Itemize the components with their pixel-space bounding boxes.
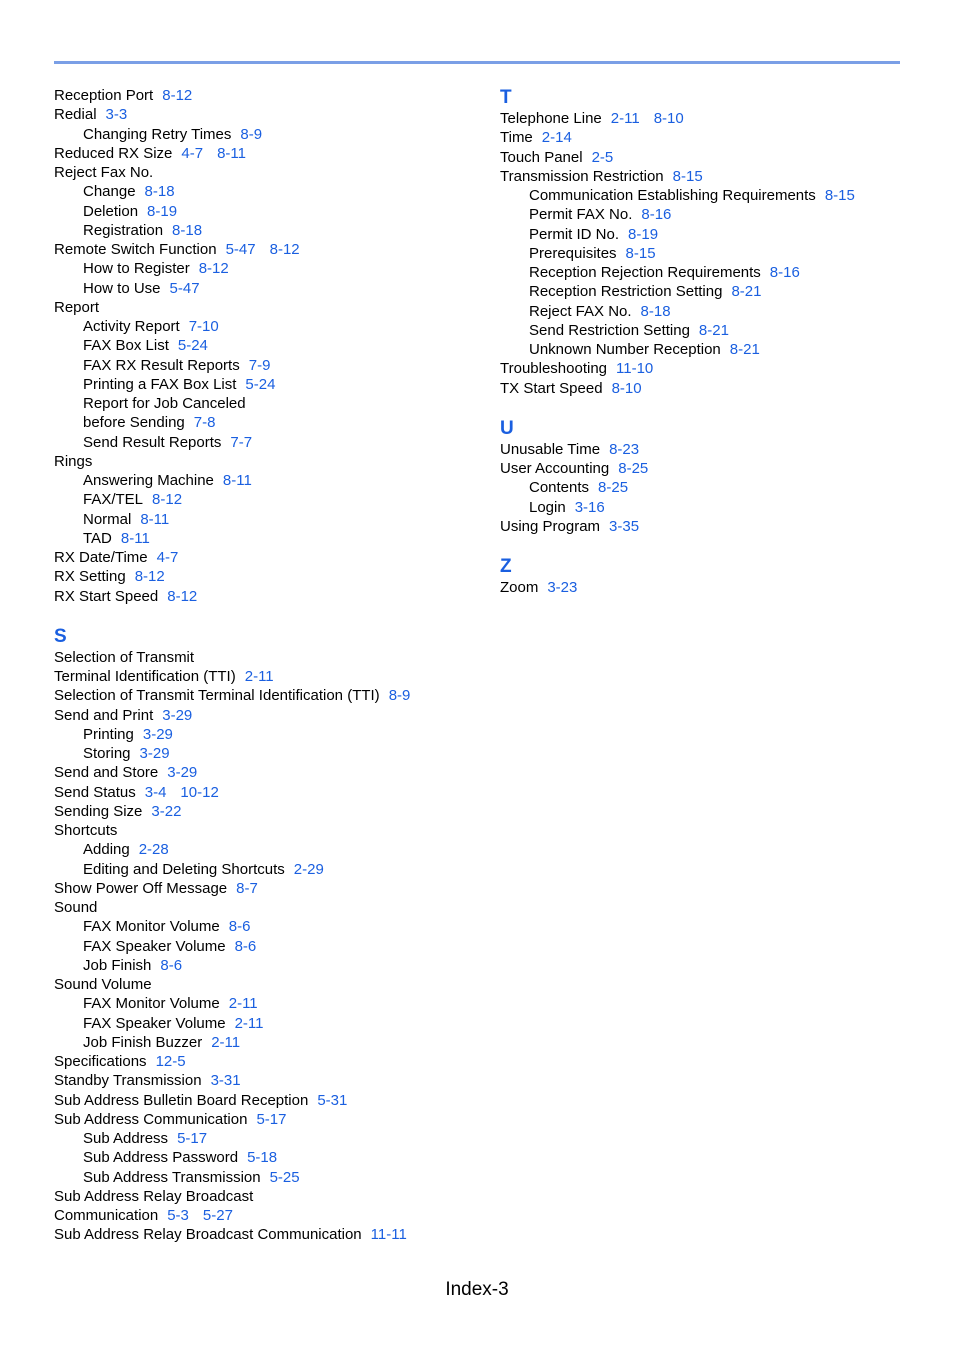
page-reference-link[interactable]: 10-12 [180,783,219,801]
index-subentry [54,221,484,240]
page-reference-link[interactable]: 8-19 [628,225,659,243]
entry-term: Using Program [500,517,601,535]
index-subentry [54,917,484,936]
page-reference-link[interactable]: 3-29 [139,745,170,762]
index-entry [54,1071,484,1090]
page-reference-link[interactable]: 11-10 [616,360,654,378]
page-reference-link[interactable]: 8-23 [609,440,640,458]
entry-term: Sub Address Bulletin Board Reception [54,1091,309,1109]
index-subentry [54,413,484,432]
entry-term: Change [83,183,136,201]
entry-term: Terminal Identification (TTI) [54,668,236,685]
index-entry [54,648,484,667]
page-reference-link[interactable]: 2-14 [541,129,572,147]
entry-term: Deletion [83,202,139,220]
page-reference-link[interactable]: 8-15 [625,244,656,262]
page-reference-link[interactable]: 2-29 [293,860,324,878]
index-entry [500,167,920,186]
entry-term: Reception Restriction Setting [529,283,723,301]
index-subentry [54,356,484,375]
entry-term: FAX Speaker Volume [83,1014,226,1032]
page-reference-link[interactable]: 7-10 [188,318,219,335]
index-entry [54,898,484,917]
index-subentry [54,510,484,529]
page-reference-link[interactable]: 8-18 [172,221,203,239]
section-gap [500,398,920,417]
entry-term: Changing Retry Times [83,125,232,143]
entry-term: RX Start Speed [54,587,159,605]
page-reference-link[interactable]: 8-15 [824,187,855,204]
entry-term: Troubleshooting [500,360,608,378]
entry-term: Prerequisites [529,244,617,262]
entry-term: Answering Machine [83,472,214,489]
index-entry [54,1052,484,1071]
page-reference-link[interactable]: 8-10 [611,379,642,397]
index-subentry [54,490,484,509]
entry-term: Unusable Time [500,440,601,458]
page-reference-link[interactable]: 7-9 [248,356,271,374]
entry-term: Sub Address Communication [54,1110,248,1128]
index-subentry [54,259,484,278]
entry-term: FAX RX Result Reports [83,356,240,374]
index-subentry [54,994,484,1013]
index-entry [54,821,484,840]
entry-term: Reduced RX Size [54,144,173,162]
index-subentry [54,744,484,763]
index-entry [54,1225,484,1244]
page-reference-link[interactable]: 2-11 [610,110,640,127]
index-subentry [54,956,484,975]
entry-term: Telephone Line [500,110,602,127]
section-gap [500,536,920,555]
entry-term: How to Use [83,279,161,297]
entry-term: Report [54,298,100,316]
index-subentry [500,205,920,224]
index-entry [500,128,920,147]
index-subentry [500,302,920,321]
entry-term: Job Finish Buzzer [83,1033,203,1051]
index-entry [54,763,484,782]
page-reference-link[interactable]: 8-11 [120,529,150,547]
page-reference-link[interactable]: 8-6 [228,918,251,936]
entry-term: Sub Address Relay Broadcast Communication [54,1226,362,1244]
index-entry [54,298,484,317]
index-subentry [54,182,484,201]
page-reference-link[interactable]: 3-35 [609,517,640,535]
entry-term: FAX Monitor Volume [83,918,220,936]
page-reference-link[interactable]: 5-47 [225,241,256,258]
index-entry [54,567,484,586]
index-subentry [54,433,484,452]
entry-term: Show Power Off Message [54,879,228,897]
entry-term: Communication [54,1207,159,1224]
entry-term: FAX Monitor Volume [83,995,220,1013]
index-entry [500,109,920,128]
entry-term: Printing [83,725,134,743]
entry-term: TX Start Speed [500,379,603,397]
page-reference-link[interactable]: 5-47 [169,279,200,297]
page-reference-link[interactable]: 8-21 [731,283,762,301]
entry-term: Registration [83,221,164,239]
page-reference-link[interactable]: 8-12 [162,87,193,104]
index-subentry [54,471,484,490]
page-reference-link[interactable]: 2-11 [211,1033,241,1051]
page-reference-link[interactable]: 8-12 [198,260,229,278]
page-reference-link[interactable]: 2-28 [138,841,169,859]
page-reference-link[interactable]: 3-23 [547,579,578,596]
page-reference-link[interactable]: 3-3 [105,106,128,124]
index-column-left [54,86,484,1245]
entry-term: Send Restriction Setting [529,321,690,339]
page-reference-link[interactable]: 5-17 [177,1130,208,1147]
entry-term: Reception Port [54,87,154,104]
index-entry [54,686,484,705]
page-reference-link[interactable]: 2-11 [228,995,258,1013]
index-entry [54,975,484,994]
page-reference-link[interactable]: 5-24 [177,337,208,355]
page-reference-link[interactable]: 8-12 [134,568,165,586]
entry-term: Touch Panel [500,148,583,166]
page-reference-link[interactable]: 3-16 [574,498,605,516]
entry-term: How to Register [83,260,190,278]
entry-term: Send Status [54,783,136,801]
index-entry [500,578,920,597]
index-entry [500,459,920,478]
index-entry [500,359,920,378]
index-entry [500,517,920,536]
index-subentry [500,321,920,340]
index-entry [54,879,484,898]
index-subentry [500,186,920,205]
index-subentry [54,1168,484,1187]
entry-term: Adding [83,841,130,859]
page-reference-link[interactable]: 5-31 [317,1091,348,1109]
entry-term: Remote Switch Function [54,241,217,258]
index-subentry [54,202,484,221]
page-reference-link[interactable]: 8-16 [769,264,800,281]
index-column-right [500,86,920,597]
entry-term: before Sending [83,414,185,432]
index-subentry [500,282,920,301]
entry-term: Standby Transmission [54,1072,202,1090]
index-subentry [500,478,920,497]
page-reference-link[interactable]: 5-24 [245,375,276,393]
page-reference-link[interactable]: 2-5 [591,148,614,166]
page-reference-link[interactable]: 4-7 [156,549,179,566]
index-entry [54,1206,484,1225]
page-reference-link[interactable]: 8-6 [234,937,257,955]
entry-term: FAX Speaker Volume [83,937,226,955]
index-subentry [54,1014,484,1033]
index-entry [54,667,484,686]
entry-term: Send and Print [54,706,154,724]
page-reference-link[interactable]: 8-21 [729,341,760,358]
entry-term: Login [529,498,566,516]
index-subentry [54,125,484,144]
index-entry [54,587,484,606]
index-entry [500,148,920,167]
entry-term: Sub Address Password [83,1149,239,1167]
page-reference-link[interactable]: 8-11 [222,472,252,489]
index-subentry [500,340,920,359]
page-reference-link[interactable]: 8-9 [388,687,411,705]
entry-term: FAX Box List [83,337,169,355]
page-reference-link[interactable]: 3-4 [144,783,167,801]
index-entry [54,1091,484,1110]
entry-term: Sound Volume [54,976,152,993]
index-entry [54,548,484,567]
entry-term: Sound [54,899,98,916]
index-subentry [54,1129,484,1148]
entry-term: Permit FAX No. [529,206,633,224]
index-subentry [500,244,920,263]
index-entry [54,452,484,471]
page-reference-link[interactable]: 8-18 [144,183,175,201]
entry-term: Sub Address [83,1130,169,1147]
entry-term: Permit ID No. [529,225,620,243]
page-reference-link[interactable]: 8-25 [598,479,629,497]
index-letter-heading: U [500,417,514,439]
entry-term: Specifications [54,1053,147,1070]
index-subentry [54,529,484,548]
index-subentry [54,279,484,298]
page-reference-link[interactable]: 8-11 [217,144,247,162]
page-reference-link[interactable]: 8-18 [640,302,671,320]
page-reference-link[interactable]: 7-8 [193,414,216,432]
entry-term: Storing [83,745,131,762]
index-entry [54,802,484,821]
entry-term: Sending Size [54,802,143,820]
page-reference-link[interactable]: 8-10 [653,110,684,127]
page-reference-link[interactable]: 8-25 [618,460,649,477]
entry-term: Selection of Transmit [54,648,195,666]
index-subentry [54,840,484,859]
page-reference-link[interactable]: 8-16 [641,206,672,224]
entry-term: User Accounting [500,460,610,477]
index-subentry [54,937,484,956]
entry-term: Shortcuts [54,822,118,839]
index-entry [54,105,484,124]
page-number: Index-3 [445,1279,509,1300]
entry-term: Rings [54,452,93,470]
index-entry [54,706,484,725]
page-reference-link[interactable]: 8-15 [672,167,703,185]
page-reference-link[interactable]: 8-9 [240,125,263,143]
section-gap [54,606,484,625]
page-reference-link[interactable]: 7-7 [230,433,253,451]
index-entry [54,144,484,163]
entry-term: Send and Store [54,764,159,782]
index-entry [54,1110,484,1129]
page-reference-link[interactable]: 3-29 [142,725,173,743]
page-reference-link[interactable]: 8-6 [160,956,183,974]
index-letter-heading: S [54,625,67,647]
index-entry [54,240,484,259]
page-reference-link[interactable]: 5-17 [256,1110,287,1128]
entry-term: Time [500,129,533,147]
index-entry [54,163,484,182]
entry-term: TAD [83,529,112,547]
page-reference-link[interactable]: 8-12 [269,241,300,258]
page-reference-link[interactable]: 2-11 [234,1014,264,1032]
page-reference-link[interactable]: 3-29 [167,764,198,782]
header-rule [54,61,900,64]
page-reference-link[interactable]: 11-11 [370,1226,407,1244]
page-reference-link[interactable]: 2-11 [244,668,274,685]
entry-term: Redial [54,106,97,124]
index-subentry [54,860,484,879]
page-reference-link[interactable]: 8-7 [236,879,258,897]
index-subentry [54,375,484,394]
index-entry [54,1187,484,1206]
entry-term: RX Setting [54,568,126,586]
index-letter-heading: T [500,87,512,108]
entry-term: RX Date/Time [54,549,148,566]
entry-term: Communication Establishing Requirements [529,187,816,204]
entry-term: Reject FAX No. [529,302,632,320]
page-reference-link[interactable]: 3-22 [151,802,182,820]
entry-term: Activity Report [83,318,180,335]
page-reference-link[interactable]: 8-19 [147,202,178,220]
index-subentry [54,317,484,336]
index-entry [500,440,920,459]
entry-term: FAX/TEL [83,491,144,509]
page-reference-link[interactable]: 8-12 [152,491,183,509]
index-subentry [54,394,484,413]
index-subentry [500,263,920,282]
page-reference-link[interactable]: 5-25 [269,1168,300,1186]
entry-term: Printing a FAX Box List [83,375,237,393]
index-subentry [500,225,920,244]
index-entry [500,379,920,398]
entry-term: Selection of Transmit Terminal Identification (TTI) [54,687,380,705]
entry-term: Report for Job Canceled [83,395,246,412]
page-reference-link[interactable]: 12-5 [155,1053,186,1070]
entry-term: Reception Rejection Requirements [529,264,761,281]
index-subentry [54,1148,484,1167]
entry-term: Editing and Deleting Shortcuts [83,860,285,878]
entry-term: Normal [83,510,132,528]
page-reference-link[interactable]: 3-31 [210,1072,241,1090]
entry-term: Zoom [500,579,539,596]
index-subentry [54,725,484,744]
entry-term: Contents [529,479,590,497]
index-subentry [500,498,920,517]
entry-term: Sub Address Relay Broadcast [54,1187,254,1205]
page-reference-link[interactable]: 8-12 [167,587,198,605]
entry-term: Job Finish [83,956,152,974]
page-reference-link[interactable]: 8-21 [698,321,729,339]
page-reference-link[interactable]: 5-18 [247,1149,278,1167]
entry-term: Transmission Restriction [500,167,664,185]
index-entry [54,783,484,802]
page-reference-link[interactable]: 3-29 [162,706,193,724]
page-reference-link[interactable]: 5-3 [167,1207,189,1224]
entry-term: Reject Fax No. [54,164,154,181]
entry-term: Unknown Number Reception [529,341,721,358]
index-letter-heading: Z [500,556,512,577]
entry-term: Sub Address Transmission [83,1168,261,1186]
index-subentry [54,1033,484,1052]
page-reference-link[interactable]: 4-7 [181,144,204,162]
page-reference-link[interactable]: 5-27 [202,1207,233,1224]
page-reference-link[interactable]: 8-11 [140,510,170,528]
index-subentry [54,336,484,355]
index-entry [54,86,484,105]
entry-term: Send Result Reports [83,433,222,451]
